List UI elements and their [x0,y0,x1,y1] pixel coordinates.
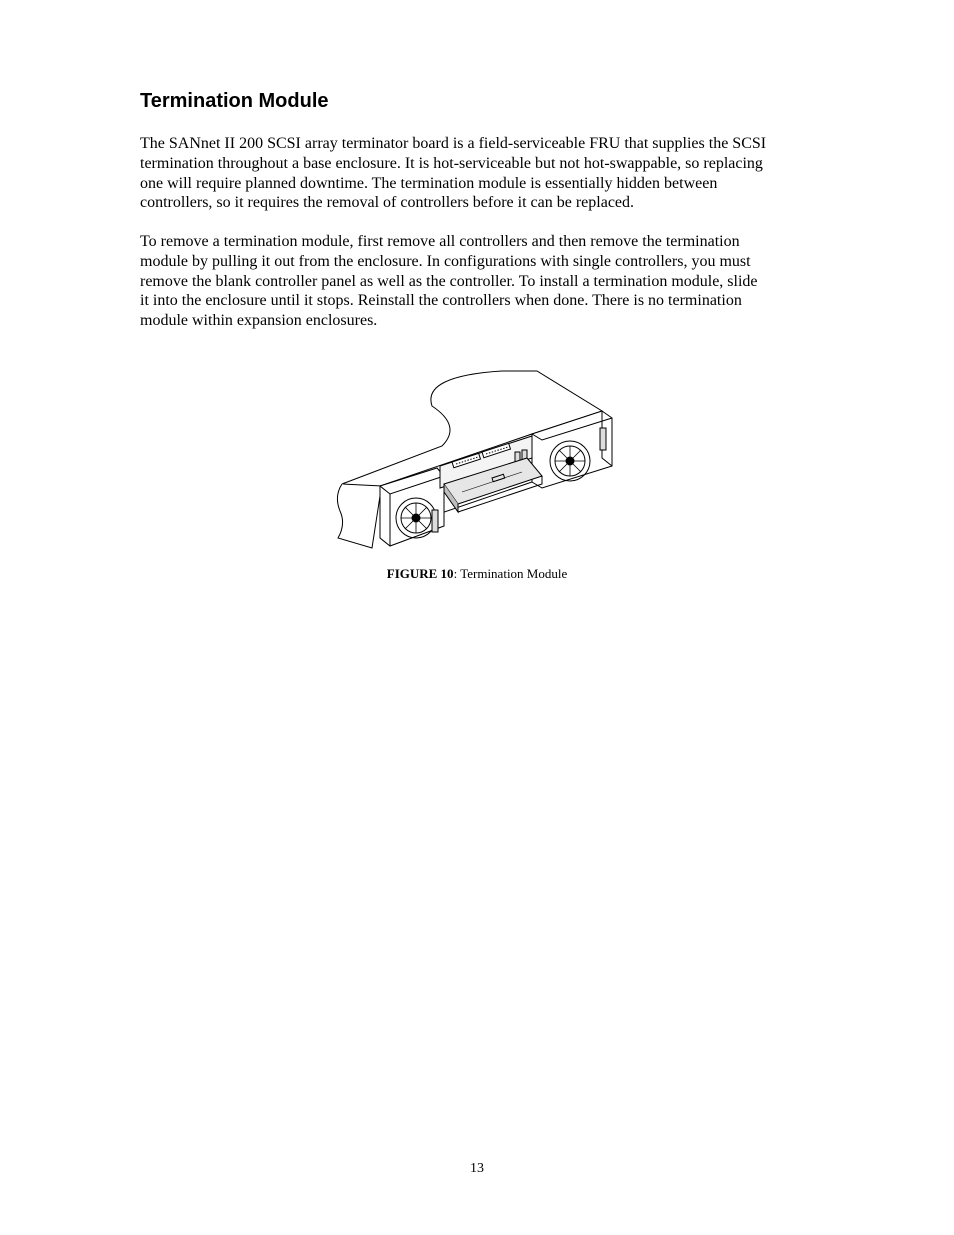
figure-label: FIGURE 10 [386,566,454,581]
figure-caption-separator: : [453,566,461,581]
page-number: 13 [470,1161,484,1176]
paragraph-intro: The SANnet II 200 SCSI array terminator board is a field-serviceable FRU that supplies the SCSI termination throughout a base enclosure. It is hot-serviceable but not hot-swappable, so replacing one will require planned downtime. The termination module is essentially hidden between controllers, so it requires the removal of controllers before it can be replaced. [140,135,767,212]
figure-caption [0,566,954,582]
paragraph-removal-instructions: To remove a termination module, first remove all controllers and then remove the termination module by pulling it out from the enclosure. In configurations with single controllers, you must remove the blank controller panel as well as the controller. To install a termination module, slide it into the enclosure until it stops. Reinstall the controllers when done. There is no termination module within expansion enclosures. [140,233,758,330]
figure-caption-text: Termination Module [460,566,568,581]
enclosure-cut-edge [337,484,380,548]
section-heading: Termination Module [140,90,329,112]
termination-module-illustration [332,366,622,552]
